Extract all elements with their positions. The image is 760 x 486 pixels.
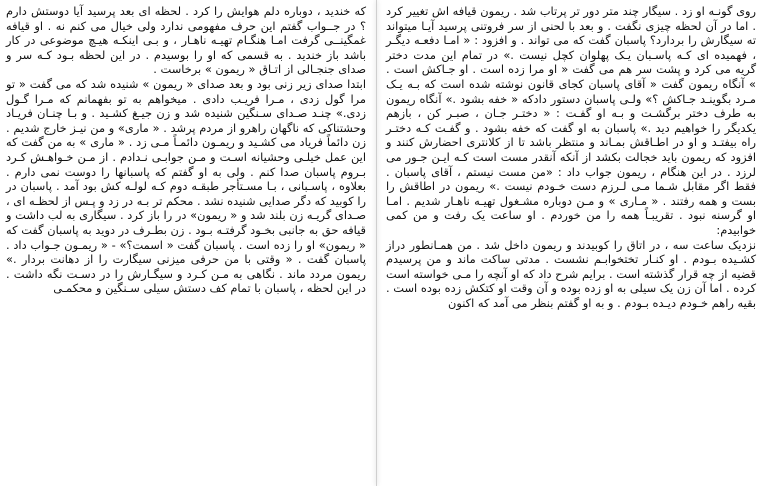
left-page: [0, 0, 376, 486]
right-page-paragraph-2: نزدیک ساعت سه ، در اتاق را کوبیدند و ریمون داخل شد . من همـانطور دراز کشـیده بـودم . او کنـار تختخوابـم نشست . مدتی ساکت ماند و من پرسیدم قضیه از چه قرار گذشته است . برایم شرح داد که او آنچه را مـی خواسته است کرده . اما آن زن یک سیلی به او زده بوده و آن وقت او کتکش زده بوده است . بقیه راهم خـودم دیـده بـودم . و به او گفتم بنظر می آمد که اکنون: [386, 237, 756, 310]
page-gutter: [376, 0, 377, 486]
right-page: [376, 0, 760, 486]
left-page-paragraph-2: ابتدا صدای زیر زنی بود و بعد صدای « ریمون » شنیده شد که می گفت « تو مرا گول زدی ، مـرا فریـب دادی . میخواهم به تو بفهمانم که مـرا گـول زدی.» چنـد صـدای سـنگین شنیده شد و زن جیـغ کشـید . و بـا چنـان فریـاد وحشتناکی که ناگهان راهرو از مردم پرشد . « ماری» و من نیـز خارج شدیم . زن دائماً فریاد می کشـید و ریمـون دائمـاً مـی زد . « ماری » به من گفت که این عمل خیلـی وحشیانه اسـت و مـن جوابـی نـدادم . از مـن خـواهـش کـرد بـروم پاسبان صدا کنم . ولی به او گفتم که پاسبانها را دوست نمی دارم . بعلاوه ، پاسـبانی ، بـا مسـتأجر طبقـه دوم کـه لولـه کش بود آمد . پاسبان در را کوبید که دگر صدایی شنیده نشد . محکم تر بـه در زد و پـس از لحظـه ای ، صـدای گریـه زن بلند شد و « ریمون» در را باز کرد . سیگاری به لب داشت و قیافه حق به جانبی بخـود گرفتـه بـود . زن بطـرف در دوید به پاسبان گفت که « ریمون» او را زده است . پاسبان گفت « اسمت؟» - « ریمـون جـواب داد . پاسبان گفت . « وقتی با من حرفی میزنی سیگارت را از دهانت بردار .» ریمون مردد ماند . نگاهی به مـن کـرد و سیگـارش را در دسـت نگه داشت . در این لحظه ، پاسبان با تمام کف دستش سیلی سـنگین و محکمـی: [6, 76, 366, 296]
right-page-paragraph-1: روی گونـه او زد . سیگار چند متر دور تر پرتاب شد . ریمون قیافه اش تغییر کرد . اما در آن لحظه چیزی نگفت . و بعد با لحنی از سر فروتنی پرسید آیـا میتواند ته سیگارش را بردارد؟ پاسبان گفت که می تواند . و افزود : « امـا دفعـه دیگـر ، فهمیده ای کـه پاسـبان یـک پهلوان کچل نیست .» در تمام این مدت دختر گریه می کرد و پشت سر هم می گفت « او مرا زده است . او جـاکش است . » آنگاه ریمون گفت « آقای پاسبان کجای قانون نوشته شده است که بـه یـک مـرد بگوینـد جـاکش ؟» ولـی پاسبان دستور دادکه « خفه بشود .» آنگاه ریمون به طرف دختر برگشـت و بـه او گفـت : « دختـر جـان ، صبـر کن ، بازهم یکدیگر را خواهیم دید .» پاسبان به او گفت که خفه بشود . و گفـت کـه دختـر راه بیفتـد و او در اطـاقش بمـاند و منتظر باشد تا از کلانتری احضارش کنند و افزود که ریمون باید خجالت بکشد از آنکه آنقدر مست است کـه ایـن جـور می لرزد . در این هنگام ، ریمون جواب داد : «من مست نیستم ، آقای پاسبان . فقط اگر مقابل شـما مـی لـرزم دست خـودم نیست .» ریمون در اطاقش را بست و همه رفتند . « مـاری » و مـن دوباره مشـغول تهیـه ناهـار شدیم . امـا او گرسنه نبود . تقریبـاً همه را من خوردم . او ساعت یک رفت و من کمی خوابیدم:: [386, 4, 756, 237]
left-page-paragraph-1: که خندید ، دوباره دلم هوایش را کرد . لحظه ای بعد پرسید آیا دوستش دارم ؟ در جــواب گفتم این حرف مفهومی ندارد ولی خیال می کنم نه . او قیافه غمگینــی گرفت امـا هنگـام تهیـه ناهـار ، و بـی اینکـه هیـچ موضوعی در کار باشد باز خندید . به قسمی که او را بوسیدم . در این لحظه بـود کـه سر و صدای جنجـالی از اتـاق « ریمون » برخاست .: [6, 4, 366, 77]
